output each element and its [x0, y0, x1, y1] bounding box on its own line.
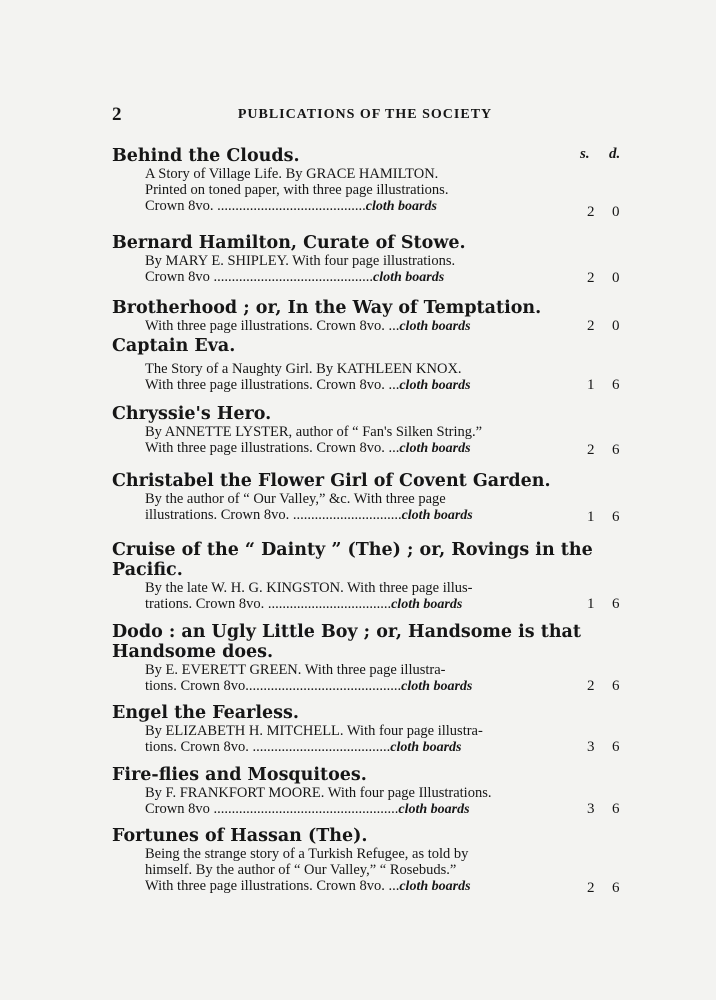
price-shillings: 2	[587, 204, 595, 220]
entry-description-line: himself. By the author of “ Our Valley,” “ Rosebuds.”	[145, 862, 457, 878]
page-number: 2	[112, 104, 122, 125]
entry-binding: cloth boards	[365, 199, 437, 214]
price-pence: 6	[612, 739, 620, 755]
price-pence: 6	[612, 880, 620, 896]
price-pence: 6	[612, 509, 620, 525]
entry-description-line: By the late W. H. G. KINGSTON. With three page illus-	[145, 580, 473, 596]
entry-format: With three page illustrations. Crown 8vo. ...	[145, 878, 400, 894]
entry-title: Engel the Fearless.	[112, 703, 299, 723]
entry-binding: cloth boards	[391, 597, 463, 612]
entry-format: Crown 8vo. .........................................	[145, 198, 366, 214]
entry-binding: cloth boards	[398, 802, 470, 817]
catalog-entry	[112, 703, 632, 756]
catalog-entry	[112, 146, 632, 220]
price-shillings: 3	[587, 739, 595, 755]
entry-price-line	[145, 318, 575, 335]
entry-binding: cloth boards	[399, 879, 471, 894]
catalog-entry	[112, 826, 632, 895]
entry-title-continued: Pacific.	[112, 560, 183, 580]
entry-title: Fire-flies and Mosquitoes.	[112, 765, 367, 785]
price-pence: 6	[612, 801, 620, 817]
entry-format: With three page illustrations. Crown 8vo. ...	[145, 318, 400, 334]
entry-format: tions. Crown 8vo...........................................	[145, 678, 402, 694]
entry-description-line: Being the strange story of a Turkish Refugee, as told by	[145, 846, 469, 862]
price-pence: 6	[612, 442, 620, 458]
entry-binding: cloth boards	[390, 740, 462, 755]
entry-description-line: Printed on toned paper, with three page illustrations.	[145, 182, 449, 198]
price-pence: 0	[612, 204, 620, 220]
catalog-entry	[112, 622, 632, 695]
entry-format: tions. Crown 8vo. ......................................	[145, 739, 391, 755]
entry-title-continued: Handsome does.	[112, 642, 274, 662]
entry-price-line	[145, 440, 575, 457]
catalog-entry	[112, 336, 632, 394]
catalog-entry	[112, 471, 632, 524]
entry-price-line	[145, 507, 575, 524]
price-shillings: 2	[587, 318, 595, 334]
entry-price-line	[145, 269, 575, 286]
entry-title: Brotherhood ; or, In the Way of Temptation.	[112, 298, 542, 318]
entry-title: Dodo : an Ugly Little Boy ; or, Handsome is that	[112, 622, 581, 642]
price-shillings: 3	[587, 801, 595, 817]
price-pence: 6	[612, 596, 620, 612]
entry-title: Fortunes of Hassan (The).	[112, 826, 368, 846]
entry-format: Crown 8vo ...................................................	[145, 801, 399, 817]
entry-description-line: By MARY E. SHIPLEY. With four page illustrations.	[145, 253, 456, 269]
entry-description-line: A Story of Village Life. By GRACE HAMILTON.	[145, 166, 439, 182]
entry-price-line	[145, 739, 575, 756]
catalog-entry	[112, 298, 632, 335]
price-pence: 6	[612, 678, 620, 694]
entry-description-line: The Story of a Naughty Girl. By KATHLEEN KNOX.	[145, 361, 462, 377]
catalog-entry	[112, 540, 632, 613]
entry-title: Behind the Clouds.	[112, 146, 300, 166]
entry-format: With three page illustrations. Crown 8vo. ...	[145, 377, 400, 393]
entry-title: Cruise of the “ Dainty ” (The) ; or, Rovings in the	[112, 540, 593, 560]
entry-title: Captain Eva.	[112, 336, 236, 356]
entry-title: Bernard Hamilton, Curate of Stowe.	[112, 233, 466, 253]
price-shillings: 2	[587, 678, 595, 694]
entry-binding: cloth boards	[399, 441, 471, 456]
entry-description-line: By ELIZABETH H. MITCHELL. With four page illustra-	[145, 723, 483, 739]
price-shillings: 2	[587, 880, 595, 896]
entry-binding: cloth boards	[372, 270, 445, 285]
entry-description-line: By F. FRANKFORT MOORE. With four page Illustrations.	[145, 785, 492, 801]
price-pence: 6	[612, 377, 620, 393]
shillings-column-label: s.	[580, 146, 590, 162]
entry-price-line	[145, 678, 575, 695]
price-shillings: 1	[587, 596, 595, 612]
pence-column-label: d.	[609, 146, 621, 162]
price-pence: 0	[612, 318, 620, 334]
price-shillings: 2	[587, 270, 595, 286]
catalog-entry	[112, 765, 632, 818]
entry-price-line	[145, 878, 575, 895]
catalog-entry	[112, 233, 632, 286]
entry-description-line: By E. EVERETT GREEN. With three page illustra-	[145, 662, 446, 678]
entry-description-line: By ANNETTE LYSTER, author of “ Fan's Silken String.”	[145, 424, 483, 440]
entry-price-line	[145, 801, 575, 818]
entry-format: illustrations. Crown 8vo. ..............................	[145, 507, 402, 523]
entry-price-line	[145, 596, 575, 613]
price-pence: 0	[612, 270, 620, 286]
entry-price-line	[145, 377, 575, 394]
entry-format: With three page illustrations. Crown 8vo. ...	[145, 440, 400, 456]
price-shillings: 1	[587, 509, 595, 525]
entry-title: Christabel the Flower Girl of Covent Garden.	[112, 471, 551, 491]
price-shillings: 2	[587, 442, 595, 458]
entry-binding: cloth boards	[399, 378, 471, 393]
price-shillings: 1	[587, 377, 595, 393]
entry-format: Crown 8vo ............................................	[145, 269, 373, 285]
entry-description-line: By the author of “ Our Valley,” &c. With three page	[145, 491, 446, 507]
entry-title: Chryssie's Hero.	[112, 404, 272, 424]
entry-binding: cloth boards	[401, 508, 473, 523]
entry-price-line	[145, 198, 575, 215]
running-head	[112, 104, 618, 124]
running-head-title: PUBLICATIONS OF THE SOCIETY	[237, 107, 493, 122]
catalog-entry	[112, 404, 632, 457]
entry-binding: cloth boards	[399, 319, 471, 334]
entry-binding: cloth boards	[401, 679, 473, 694]
entry-format: trations. Crown 8vo. ..................................	[145, 596, 392, 612]
